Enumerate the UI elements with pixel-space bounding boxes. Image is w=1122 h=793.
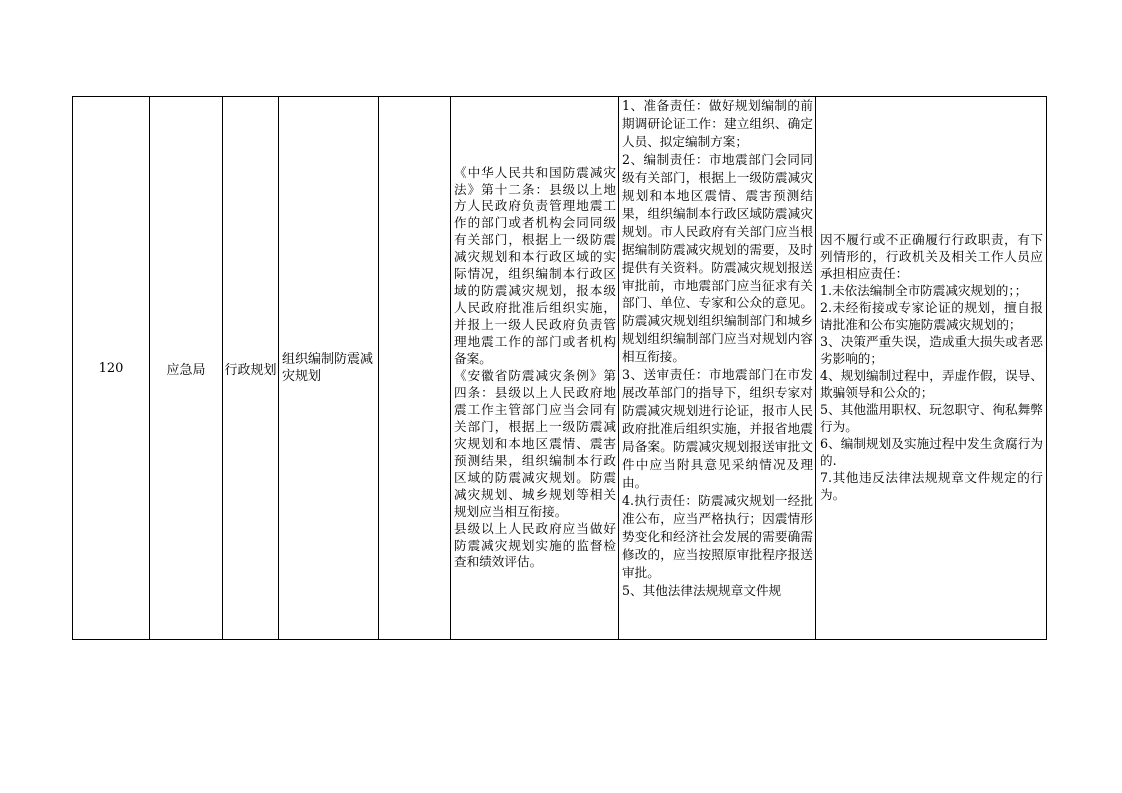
legal-basis-paragraph: 《中华人民共和国防震减灾法》第十二条：县级以上地方人民政府负责管理地震工作的部门或者机构会同同级有关部门，根据上一级防震减灾规划和本行政区域的实际情况，组织编制本行政区域的防震减灾规划，报本级人民政府批准后组织实施，并报上一级人民政府负责管理地震工作的部门或者机构备案。 <box>454 164 616 367</box>
liability-item: 因不履行或不正确履行行政职责，有下列情形的，行政机关及相关工作人员应承担相应责任： <box>820 232 1043 282</box>
table-row <box>73 97 1047 640</box>
liability-item: 3、决策严重失误，造成重大损失或者恶劣影响的； <box>820 334 1043 367</box>
responsibility-item: 2、编制责任：市地震部门会同同级有关部门，根据上一级防震减灾规划和本地区震情、震害预测结果，组织编制本行政区域防震减灾规划。市人民政府有关部门应当根据编制防震减灾规划的需要，及时提供有关资料。防震减灾规划报送审批前，市地震部门应当征求有关部门、单位、专家和公众的意见。防震减灾规划组织编制部门和城乡规划组织编制部门应当对规划内容相互衔接。 <box>622 151 813 365</box>
responsibility-item: 3、送审责任：市地震部门在市发展改革部门的指导下，组织专家对防震减灾规划进行论证，报市人民政府批准后组织实施，并报省地震局备案。防震减灾规划报送审批文件中应当附具意见采纳情况及理由。 <box>622 367 813 491</box>
responsibility-table <box>72 96 1047 640</box>
department-cell: 应急局 <box>150 97 223 640</box>
category-cell: 行政规划 <box>223 97 279 640</box>
legal-basis-paragraph: 县级以上人民政府应当做好防震减灾规划实施的监督检查和绩效评估。 <box>454 520 616 570</box>
item-name-cell: 组织编制防震减灾规划 <box>279 97 379 640</box>
responsibility-item: 4.执行责任：防震减灾规划一经批准公布，应当严格执行；因震情形势变化和经济社会发展的需要确需修改的，应当按照原审批程序报送审批。 <box>622 492 813 580</box>
liability-item: 1.未依法编制全市防震减灾规划的；； <box>820 283 1028 299</box>
row-index: 120 <box>73 97 150 640</box>
liability-item: 6、编制规划及实施过程中发生贪腐行为的. <box>820 435 1043 468</box>
responsibility-item: 1、准备责任：做好规划编制的前期调研论证工作：建立组织、确定人员、拟定编制方案； <box>622 98 813 149</box>
liability-item: 5、其他滥用职权、玩忽职守、徇私舞弊行为。 <box>820 401 1043 434</box>
liability-item: 4、规划编制过程中，弄虚作假，误导、欺骗领导和公众的； <box>820 368 1043 400</box>
responsibility-item: 5、其他法律法规规章文件规 <box>622 582 782 598</box>
responsibilities-cell <box>619 97 816 640</box>
liability-item: 7.其他违反法律法规规章文件规定的行为。 <box>820 469 1043 502</box>
liability-item: 2.未经衔接或专家论证的规划，擅自报请批准和公布实施防震减灾规划的； <box>820 300 1043 333</box>
liabilities-cell <box>816 97 1047 640</box>
legal-basis-cell <box>451 97 619 640</box>
sub-item-cell <box>379 97 451 640</box>
legal-basis-paragraph: 《安徽省防震减灾条例》第四条：县级以上人民政府地震工作主管部门应当会同有关部门，根据上一级防震减灾规划和本地区震情、震害预测结果，组织编制本行政区域的防震减灾规划。防震减灾规划、城乡规划等相关规划应当相互衔接。 <box>454 368 616 519</box>
